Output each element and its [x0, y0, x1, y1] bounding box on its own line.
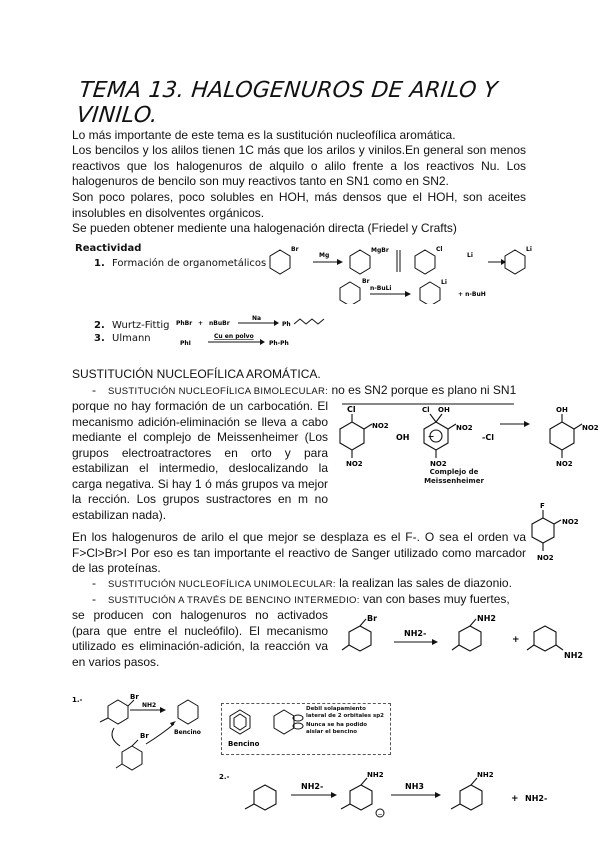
- scheme-li-3: Li: [441, 279, 447, 286]
- sanger-no2-b: NO2: [537, 554, 554, 562]
- mech-nh2: NH2: [142, 702, 157, 709]
- bencino-top-nh2-b: NH2: [564, 651, 583, 660]
- bencino-legend: [224, 706, 386, 752]
- meisen-no2-a: NO2: [372, 422, 389, 430]
- intro-paragraph-1: Lo más importante de este tema es la sustitución nucleofílica aromática.: [72, 128, 456, 142]
- mech-plus: +: [511, 794, 519, 804]
- mech-br: Br: [130, 693, 139, 701]
- bencino-top-scheme: [340, 612, 600, 668]
- legend-bencino-label: Bencino: [228, 740, 260, 748]
- ulmann-phi: PhI: [180, 340, 191, 347]
- scheme-br-2: Br: [362, 278, 370, 285]
- sanger-f: F: [540, 502, 545, 510]
- svg-text:−: −: [427, 432, 435, 441]
- reactividad-item-1-number: 1.: [94, 258, 105, 269]
- scheme-li: Li: [467, 252, 473, 259]
- scheme-mg: Mg: [319, 252, 330, 259]
- bencino-top-plus: +: [512, 635, 520, 645]
- intro-paragraph-3: Son poco polares, poco solubles en HOH, más densos que el HOH, son aceites insolubles en disolventes orgánicos.: [72, 190, 526, 220]
- mech-nh2-side: NH2-: [525, 794, 548, 803]
- ulmann-product: Ph-Ph: [269, 340, 289, 347]
- sanger-reagent: [525, 500, 595, 566]
- legend-note-1: Debil solapamiento lateral de 2 orbitales sp2: [306, 706, 384, 719]
- meisen-no2-f: NO2: [556, 460, 573, 468]
- meisenheimer-scheme: [334, 400, 600, 500]
- meisen-cl: Cl: [347, 405, 356, 414]
- bullet-1-title: SUSTITUCIÓN NUCLEOFÍLICA BIMOLECULAR:: [108, 386, 329, 397]
- bullet-1-continuation: porque no hay formación de un carbocatión. El mecanismo adición-eliminación se lleva a cabo mediante el complejo de Meissenheimer (Los grupos electroatractores en orto y para estabilizan el intermedio, deslocalizando la carga negativa. Si hay 1 ó más grupos va mejor la rección. Los grupos sustractores en m no estabilizan nada).: [72, 399, 328, 522]
- mech-nh3: NH3: [405, 782, 424, 791]
- mech-br-2: Br: [140, 732, 149, 740]
- bullet-3-continuation: se producen con halogenuros no activados (para que entre el nucleófilo). El mecanismo utilizado es eliminación-adición, la reacción va en varios pasos.: [72, 608, 328, 669]
- reactividad-item-3-number: 3.: [94, 333, 105, 344]
- bullet-3-title: SUSTITUCIÓN A TRAVÉS DE BENCINO INTERMEDIO:: [108, 595, 360, 606]
- meisen-complex-label: Complejo de Meissenheimer: [424, 468, 484, 485]
- legend-note-2: Nunca se ha podido aislar el bencino: [306, 722, 368, 735]
- intro-paragraph-2: Los bencilos y los alilos tienen 1C más que los arilos y vinilos.En general son menos reactivos que los halogenuros de alquilo o alilo frente a los reactivos Nu. Los halogenuros de bencilo son muy reactivos tanto en SN1 como en SN2.: [72, 143, 526, 188]
- bencino-top-nh2-a: NH2: [477, 614, 496, 623]
- scheme-nbuh: + n-BuH: [458, 291, 486, 298]
- reactividad-item-2-number: 2.: [94, 320, 105, 331]
- mech-nh2-top: NH2: [367, 771, 384, 779]
- meisen-no2-c: NO2: [456, 424, 473, 432]
- wurtz-product: Ph: [282, 321, 291, 328]
- mech-nh2-product: NH2: [477, 771, 494, 779]
- bullet-2-title: SUSTITUCIÓN NUCLEOFÍLICA UNIMOLECULAR:: [108, 579, 336, 590]
- scheme-br: Br: [291, 246, 299, 253]
- reactividad-item-3: Ulmann: [112, 333, 151, 344]
- mechanism-step-2: [215, 765, 600, 825]
- bullet-3-text: van con bases muy fuertes,: [359, 592, 510, 606]
- wurtz-plus: +: [198, 320, 204, 327]
- bullet-2-text: la realizan las sales de diazonio.: [335, 576, 512, 590]
- meisen-no2-e: NO2: [582, 424, 599, 432]
- page-title: TEMA 13. HALOGENUROS DE ARILO Y VINILO.: [75, 78, 499, 128]
- halogenuros-paragraph: En los halogenuros de arilo el que mejor se desplaza es el F-. O sea el orden va F>Cl>Br>I Por eso es tan importante el reactivo de Sanger utilizado como marcador de las proteínas.: [72, 530, 526, 575]
- scheme-li-2: Li: [526, 246, 532, 253]
- bullet-1-text: no es SN2 porque es plano ni SN1: [328, 383, 517, 397]
- mechanism-step-1: [70, 690, 230, 785]
- reactividad-heading: Reactividad: [75, 243, 142, 254]
- scheme-nbuli: n-BuLi: [370, 285, 392, 292]
- reactividad-item-2: Wurtz-Fittig: [112, 320, 170, 331]
- organometallic-scheme: [265, 242, 545, 304]
- mech-step-1: 1.-: [72, 696, 83, 704]
- bencino-top-nh2: NH2-: [404, 629, 427, 638]
- mech-bencino: Bencino: [174, 729, 201, 736]
- bencino-top-br: Br: [367, 614, 378, 623]
- wurtz-ulmann-scheme: [172, 312, 352, 352]
- meisen-oh-2: OH: [438, 406, 450, 414]
- meisen-no2-b: NO2: [346, 460, 363, 468]
- meisen-no2-d: NO2: [430, 460, 447, 468]
- mech-nh2-minus: NH2-: [301, 782, 324, 791]
- wurtz-na: Na: [252, 315, 262, 322]
- mech-step-2: 2.-: [219, 773, 230, 781]
- wurtz-nbubr: nBuBr: [209, 320, 230, 327]
- ulmann-cu: Cu en polvo: [214, 333, 254, 340]
- section-heading: SUSTITUCIÓN NUCLEOFÍLICA AROMÁTICA.: [72, 367, 321, 381]
- reactividad-item-1: Formación de organometálicos: [112, 258, 267, 269]
- wurtz-phbr: PhBr: [176, 320, 193, 327]
- scheme-mgbr: MgBr: [371, 247, 389, 254]
- meisen-cl-2: Cl: [422, 406, 430, 414]
- sanger-no2-a: NO2: [562, 518, 579, 526]
- intro-paragraph-4: Se pueden obtener mediente una halogenación directa (Friedel y Crafts): [72, 221, 457, 235]
- meisen-oh: OH: [396, 433, 410, 442]
- meisen-oh-3: OH: [556, 406, 568, 414]
- svg-text:−: −: [377, 811, 383, 818]
- scheme-cl: Cl: [436, 246, 443, 253]
- meisen-cl-minus: -Cl: [482, 433, 494, 442]
